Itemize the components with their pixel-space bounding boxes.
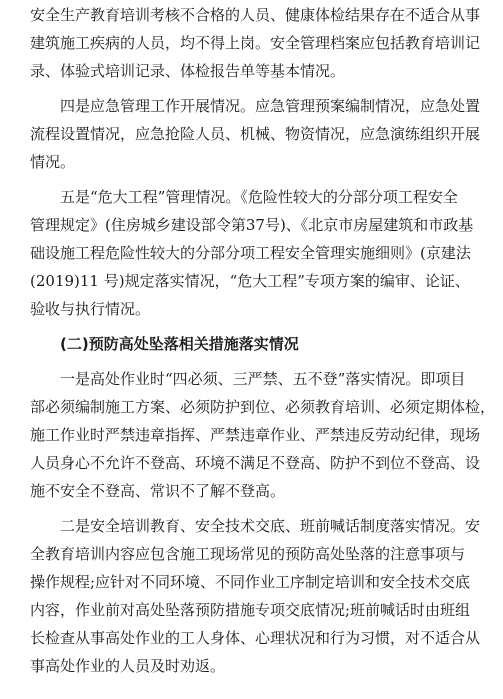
text-line: 施不安全不登高、常识不了解不登高。 bbox=[30, 482, 286, 500]
paragraph-first-line: 五是“危大工程”管理情况。《危险性较大的分部分项工程安全 bbox=[60, 188, 458, 206]
text-line: 部必须编制施工方案、必须防护到位、必须教育培训、必须定期体检， bbox=[30, 398, 496, 416]
text-line: 全教育培训内容应包含施工现场常见的预防高处坠落的注意事项与 bbox=[30, 545, 466, 563]
text-line: 内容，作业前对高处坠落预防措施专项交底情况;班前喊话时由班组 bbox=[30, 601, 471, 619]
text-line: 验收与执行情况。 bbox=[30, 300, 151, 318]
text-line: 建筑施工疾病的人员，均不得上岗。安全管理档案应包括教育培训记 bbox=[30, 34, 481, 52]
text-line: 人员身心不允许不登高、环境不满足不登高、防护不到位不登高、设 bbox=[30, 454, 481, 472]
text-line: 操作规程;应针对不同环境、不同作业工序制定培训和安全技术交底 bbox=[30, 573, 471, 591]
paragraph-first-line: 二是安全培训教育、安全技术交底、班前喊话制度落实情况。安 bbox=[60, 517, 481, 535]
text-line: 事高处作业的人员及时劝返。 bbox=[30, 657, 226, 675]
text-line: (2019)11 号)规定落实情况，“危大工程”专项方案的编审、论证、 bbox=[30, 272, 470, 290]
text-line: 录、体验式培训记录、体检报告单等基本情况。 bbox=[30, 62, 346, 80]
text-line: 安全生产教育培训考核不合格的人员、健康体检结果存在不适合从事 bbox=[30, 6, 481, 24]
text-line: 情况。 bbox=[30, 153, 76, 171]
paragraph-first-line: 四是应急管理工作开展情况。应急管理预案编制情况，应急处置 bbox=[60, 97, 481, 115]
text-line: 流程设置情况，应急抢险人员、机械、物资情况，应急演练组织开展 bbox=[30, 125, 481, 143]
paragraph-first-line: 一是高处作业时“四必须、三严禁、五不登”落实情况。即项目 bbox=[60, 370, 466, 388]
section-heading: (二)预防高处坠落相关措施落实情况 bbox=[60, 335, 299, 353]
text-line: 施工作业时严禁违章指挥、严禁违章作业、严禁违反劳动纪律，现场 bbox=[30, 426, 481, 444]
text-line: 长检查从事高处作业的工人身体、心理状况和行为习惯，对不适合从 bbox=[30, 629, 481, 647]
text-line: 础设施工程危险性较大的分部分项工程安全管理实施细则》(京建法 bbox=[30, 244, 471, 262]
text-line: 管理规定》(住房城乡建设部令第37号)、《北京市房屋建筑和市政基 bbox=[30, 216, 474, 234]
